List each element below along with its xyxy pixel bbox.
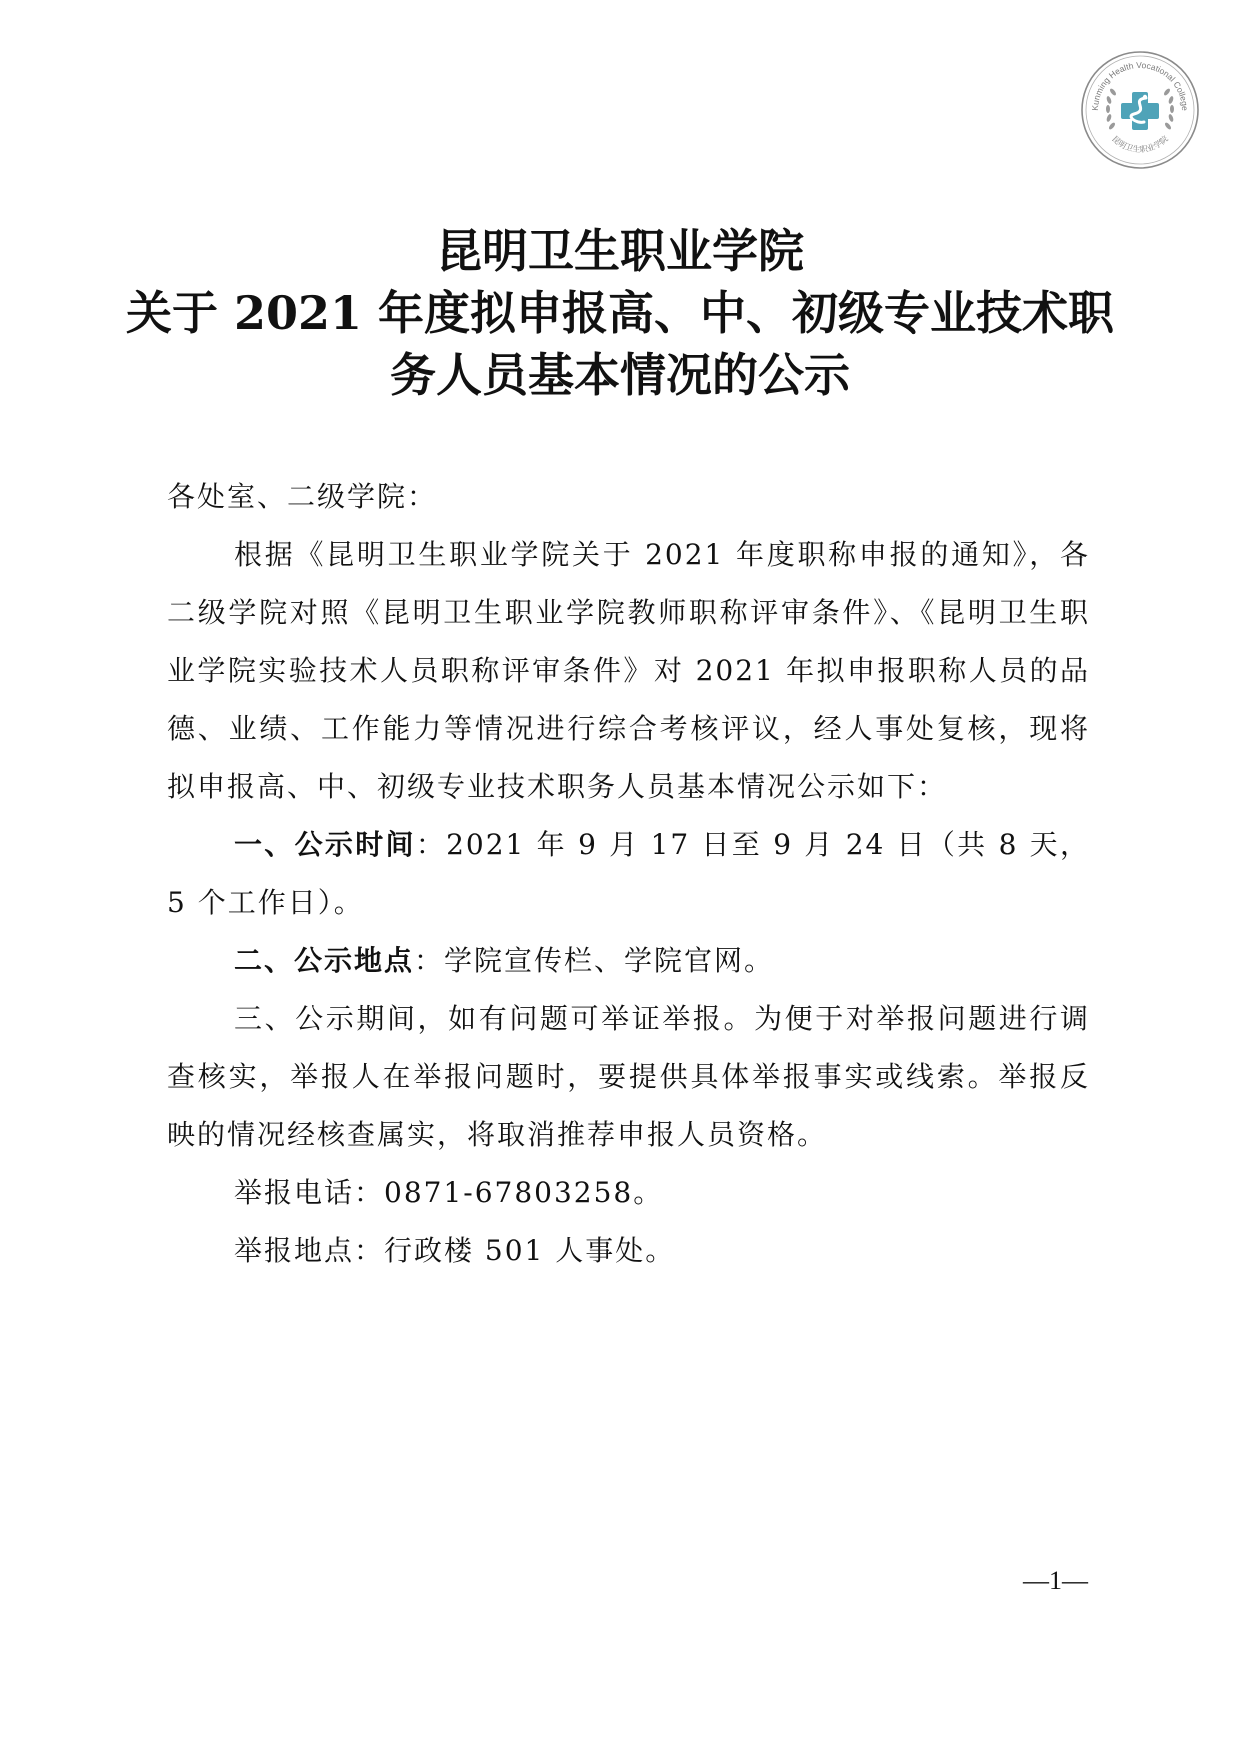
publicity-time-label: 一、公示时间 xyxy=(234,828,416,861)
intro-paragraph: 根据《昆明卫生职业学院关于 2021 年度职称申报的通知》，各二级学院对照《昆明卫生职业学院教师职称评审条件》、《昆明卫生职业学院实验技术人员职称评审条件》对 2021 年拟申报职称人员的品德、业绩、工作能力等情况进行综合考核评议，经人事处复核，现将拟申报高、中、初级专业技术职务人员基本情况公示如下： xyxy=(167,538,1090,803)
college-seal-icon xyxy=(1078,48,1202,172)
report-instructions-paragraph: 三、公示期间，如有问题可举证举报。为便于对举报问题进行调查核实，举报人在举报问题时，要提供具体举报事实或线索。举报反映的情况经核查属实，将取消推荐申报人员资格。 xyxy=(167,1002,1090,1151)
publicity-location-paragraph xyxy=(167,932,1090,990)
title-line-1: 昆明卫生职业学院 xyxy=(436,224,804,278)
publicity-time-text: ：2021 年 9 月 17 日至 9 月 24 日（共 8 天，5 个工作日）。 xyxy=(167,828,1090,919)
title-line-2: 关于 2021 年度拟申报高、中、初级专业技术职 xyxy=(125,286,1115,340)
report-address: 举报地点：行政楼 501 人事处。 xyxy=(234,1234,676,1267)
seal-chinese-ring-path: 昆明卫生职业学院 xyxy=(1110,134,1170,155)
seal-english-ring-path: Kunming Health Vocational College xyxy=(1089,59,1191,112)
publicity-location-label: 二、公示地点 xyxy=(234,944,415,977)
medical-cross-icon xyxy=(1121,92,1159,130)
document-title xyxy=(120,220,1120,406)
salutation: 各处室、二级学院： xyxy=(167,480,438,513)
seal-chinese-ring-text xyxy=(1110,134,1170,154)
page-number: —1— xyxy=(1023,1566,1088,1595)
publicity-time-paragraph xyxy=(167,816,1090,932)
publicity-location-text: ：学院宣传栏、学院官网。 xyxy=(414,944,775,977)
college-seal-graphic xyxy=(1078,48,1202,172)
report-phone: 举报电话：0871-67803258。 xyxy=(234,1176,664,1209)
document-body xyxy=(167,468,1090,1280)
title-line-3: 务人员基本情况的公示 xyxy=(390,348,850,402)
